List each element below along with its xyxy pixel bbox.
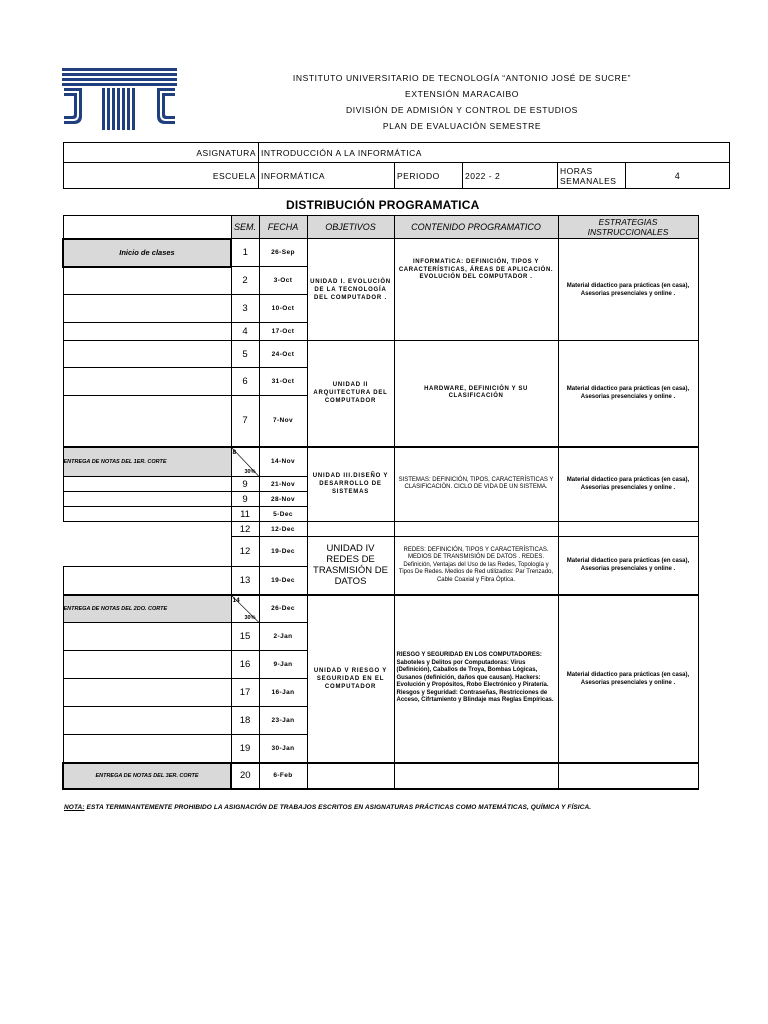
col-contenido: CONTENIDO PROGRAMATICO: [394, 216, 558, 239]
corte2-label: ENTREGA DE NOTAS DEL 2DO. CORTE: [63, 595, 231, 623]
row-sem: 5: [231, 341, 259, 368]
row-fecha: 12-Dec: [259, 522, 307, 537]
blank-cell: [558, 522, 698, 537]
row-sem: 2: [231, 267, 259, 295]
corte1-label: ENTREGA DE NOTAS DEL 1ER. CORTE: [63, 447, 231, 477]
blank-cell: [63, 651, 231, 679]
row-fecha: 17-Oct: [259, 323, 307, 341]
institution-logo: [62, 68, 177, 130]
col-estrategias: ESTRATEGIAS INSTRUCCIONALES: [558, 216, 698, 239]
row-sem: 19: [231, 735, 259, 763]
row-sem: 17: [231, 679, 259, 707]
row-sem: 20: [231, 763, 259, 789]
unit3-content: SISTEMAS: DEFINICIÓN, TIPOS, CARACTERÍSTICAS Y CLASIFICACIÓN. CICLO DE VIDA DE UN SISTEMA.: [394, 447, 558, 522]
row-sem: 12: [231, 537, 259, 567]
course-info-table: [63, 142, 730, 189]
row-sem-pct: 14 30%: [231, 595, 259, 623]
blank-cell: [63, 492, 231, 507]
row-fecha: 31-Oct: [259, 368, 307, 396]
periodo-label: PERIODO: [395, 163, 463, 189]
blank-cell: [63, 507, 231, 522]
row-fecha: 30-Jan: [259, 735, 307, 763]
header-blank: [63, 216, 231, 239]
row-fecha: 28-Nov: [259, 492, 307, 507]
escuela-label: ESCUELA: [64, 163, 259, 189]
row-fecha: 9-Jan: [259, 651, 307, 679]
col-objetivos: OBJETIVOS: [307, 216, 394, 239]
unit1-objective: UNIDAD I. EVOLUCIÓN DE LA TECNOLOGÍA DEL COMPUTADOR .: [307, 239, 394, 341]
row-sem: 13: [231, 567, 259, 595]
unit1-content: INFORMATICA: DEFINICIÓN, TIPOS Y CARACTERÍSTICAS, ÁREAS DE APLICACIÓN. EVOLUCIÓN DEL COMPUTADOR .: [394, 239, 558, 341]
blank-cell: [63, 707, 231, 735]
row-sem: 7: [231, 396, 259, 447]
row-fecha: 19-Dec: [259, 537, 307, 567]
col-fecha: FECHA: [259, 216, 307, 239]
unit4-content: REDES: DEFINICIÓN, TIPOS Y CARACTERÍSTICAS. MEDIOS DE TRANSMISIÓN DE DATOS . REDES. Definición, Ventajas del Uso de las Redes, Topología y Tipos De Redes. Medios de Red utilizados: Par Trenzado, Cable Coaxial y Fibra Óptica.: [394, 537, 558, 595]
row-fecha: 3-Oct: [259, 267, 307, 295]
nota-label: NOTA:: [64, 804, 85, 811]
unit1-strategy: Material didactico para prácticas (en casa), Asesorias presenciales y online .: [558, 239, 698, 341]
unit3-objective: UNIDAD III.DISEÑO Y DESARROLLO DE SISTEMAS: [307, 447, 394, 522]
blank-cell: [63, 295, 231, 323]
institution-name: INSTITUTO UNIVERSITARIO DE TECNOLOGÍA “ANTONIO JOSÉ DE SUCRE”: [292, 73, 632, 83]
row-sem: 11: [231, 507, 259, 522]
row-sem: 9: [231, 492, 259, 507]
unit2-content: HARDWARE, DEFINICIÓN Y SU CLASIFICACIÓN: [394, 341, 558, 447]
blank-cell: [63, 368, 231, 396]
row-fecha: 24-Oct: [259, 341, 307, 368]
row-fecha: 21-Nov: [259, 477, 307, 492]
row-fecha: 26-Dec: [259, 595, 307, 623]
blank-cell: [63, 323, 231, 341]
unit5-strategy: Material didactico para prácticas (en casa), Asesorias presenciales y online .: [558, 595, 698, 763]
division-name: DIVISIÓN DE ADMISIÓN Y CONTROL DE ESTUDIOS: [346, 105, 578, 115]
blank-cell: [394, 763, 558, 789]
blank-cell: [63, 522, 231, 537]
unit4-strategy: Material didactico para prácticas (en casa), Asesorias presenciales y online .: [558, 537, 698, 595]
unit4-objective: UNIDAD IV REDES DE TRASMISIÓN DE DATOS: [307, 537, 394, 595]
row-fecha: 19-Dec: [259, 567, 307, 595]
row-fecha: 2-Jan: [259, 623, 307, 651]
row-sem: 18: [231, 707, 259, 735]
unit5-objective: UNIDAD V RIESGO Y SEGURIDAD EN EL COMPUTADOR: [307, 595, 394, 763]
row-fecha: 5-Dec: [259, 507, 307, 522]
distribution-title: DISTRIBUCIÓN PROGRAMATICA: [286, 198, 480, 212]
blank-cell: [63, 341, 231, 368]
row-sem: 3: [231, 295, 259, 323]
footer-note: [64, 804, 591, 811]
corte3-label: ENTREGA DE NOTAS DEL 3ER. CORTE: [63, 763, 231, 789]
inicio-label: Inicio de clases: [63, 239, 231, 267]
horas-value: 4: [626, 163, 730, 189]
row-fecha: 14-Nov: [259, 447, 307, 477]
extension-name: EXTENSIÓN MARACAIBO: [405, 89, 519, 99]
blank-cell: [63, 679, 231, 707]
row-sem: 1: [231, 239, 259, 267]
blank-cell: [307, 763, 394, 789]
blank-cell: [558, 763, 698, 789]
asignatura-label: ASIGNATURA: [64, 143, 259, 163]
row-sem: 16: [231, 651, 259, 679]
row-fecha: 16-Jan: [259, 679, 307, 707]
row-sem: 6: [231, 368, 259, 396]
blank-cell: [63, 735, 231, 763]
horas-label: HORAS SEMANALES: [558, 163, 626, 189]
row-fecha: 26-Sep: [259, 239, 307, 267]
blank-cell: [394, 522, 558, 537]
periodo-value: 2022 - 2: [463, 163, 558, 189]
programming-table: [62, 215, 699, 790]
unit3-strategy: Material didactico para prácticas (en casa), Asesorias presenciales y online .: [558, 447, 698, 522]
row-sem: 12: [231, 522, 259, 537]
escuela-value: INFORMÁTICA: [259, 163, 395, 189]
asignatura-value: INTRODUCCIÓN A LA INFORMÁTICA: [259, 143, 730, 163]
unit2-objective: UNIDAD II ARQUITECTURA DEL COMPUTADOR: [307, 341, 394, 447]
row-sem: 15: [231, 623, 259, 651]
blank-cell: [63, 537, 231, 567]
row-sem-pct: 8 30%: [231, 447, 259, 477]
row-sem: 9: [231, 477, 259, 492]
blank-cell: [63, 396, 231, 447]
blank-cell: [63, 477, 231, 492]
row-sem: 4: [231, 323, 259, 341]
row-fecha: 10-Oct: [259, 295, 307, 323]
plan-title: PLAN DE EVALUACIÓN SEMESTRE: [382, 121, 542, 131]
row-fecha: 7-Nov: [259, 396, 307, 447]
blank-cell: [63, 267, 231, 295]
unit5-content: RIESGO Y SEGURIDAD EN LOS COMPUTADORES: Saboteles y Delitos por Computadoras: Virus (Definición), Caballos de Troya, Bombas Lógicas, Gusanos (definición, daños que causan). Hackers: Evolución y Propósitos, Robo Electrónico y Piratería. Riesgos y Seguridad: Contraseñas, Restricciones de Acceso, Cifrtamiento y Blindaje mas Reglas Empíricas.: [394, 595, 558, 763]
row-fecha: 23-Jan: [259, 707, 307, 735]
unit2-strategy: Material didactico para prácticas (en casa), Asesorias presenciales y online .: [558, 341, 698, 447]
blank-cell: [63, 567, 231, 595]
nota-text: ESTA TERMINANTEMENTE PROHIBIDO LA ASIGNACIÓN DE TRABAJOS ESCRITOS EN ASIGNATURAS PRÁCTICAS COMO MATEMÁTICAS, QUÍMICA Y FÍSICA.: [84, 804, 592, 811]
col-sem: SEM.: [231, 216, 259, 239]
blank-cell: [63, 623, 231, 651]
row-fecha: 6-Feb: [259, 763, 307, 789]
blank-cell: [307, 522, 394, 537]
